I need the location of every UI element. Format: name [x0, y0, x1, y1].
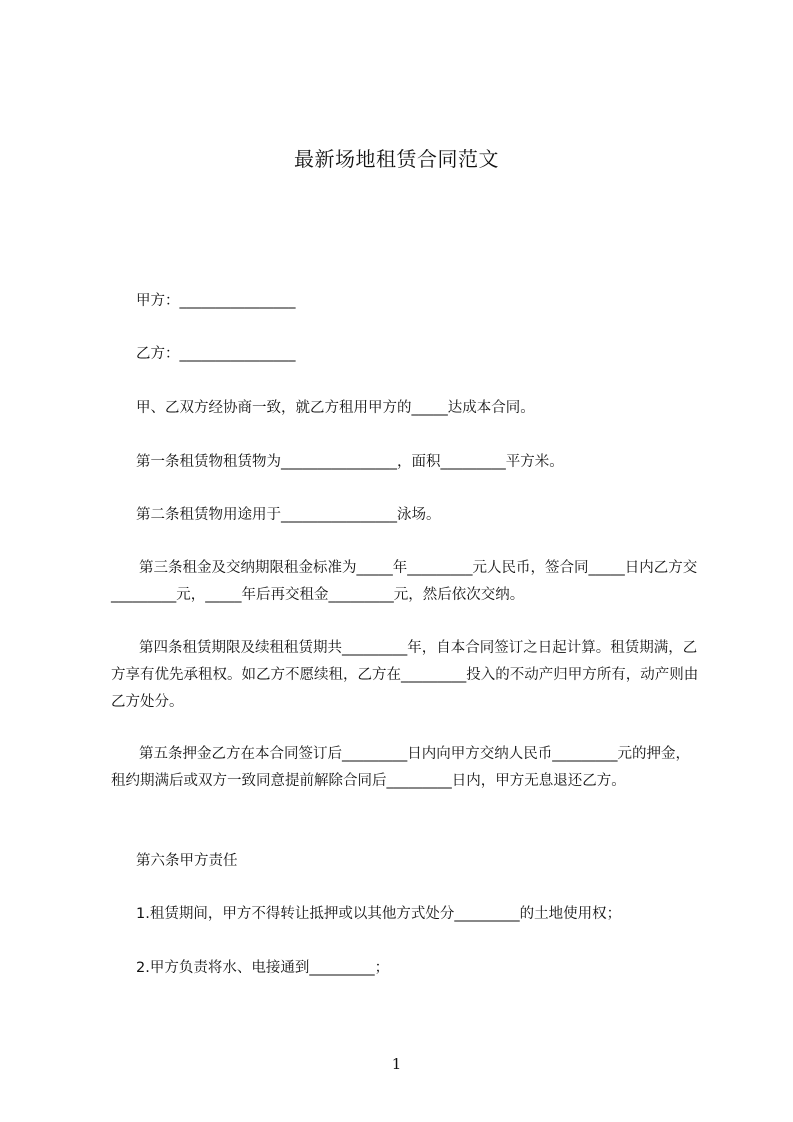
article-4: 第四条租赁期限及续租租赁期共_________年，自本合同签订之日起计算。租赁期满，乙方享有优先承租权。如乙方不愿续租，乙方在_________投入的不动产归甲方所有，动产则由乙方处分。: [111, 640, 699, 710]
page-number: 1: [391, 1055, 402, 1073]
article-5: 第五条押金乙方在本合同签订后_________日内向甲方交纳人民币_________元的押金，租约期满后或双方一致同意提前解除合同后_________日内，甲方无息退还乙方。: [111, 746, 690, 789]
article-6-item-2: 2.甲方负责将水、电接通到_________；: [136, 960, 390, 976]
article-6-item-1: 1.租赁期间，甲方不得转让抵押或以其他方式处分_________的土地使用权；: [136, 906, 622, 922]
article-1: 第一条租赁物租赁物为________________，面积_________平方米。: [136, 454, 564, 470]
article-6-heading: 第六条甲方责任: [136, 853, 238, 869]
article-3: 第三条租金及交纳期限租金标准为_____年_________元人民币，签合同_____日内乙方交_________元，_____年后再交租金_________元，然后依次交纳。: [111, 560, 698, 603]
party-b-line: 乙方：________________: [136, 346, 296, 362]
agreement-intro: 甲、乙双方经协商一致，就乙方租用甲方的_____达成本合同。: [136, 400, 535, 416]
article-2: 第二条租赁物用途用于________________泳场。: [136, 507, 441, 523]
party-a-line: 甲方：________________: [136, 293, 296, 309]
document-title: 最新场地租赁合同范文: [294, 147, 499, 171]
